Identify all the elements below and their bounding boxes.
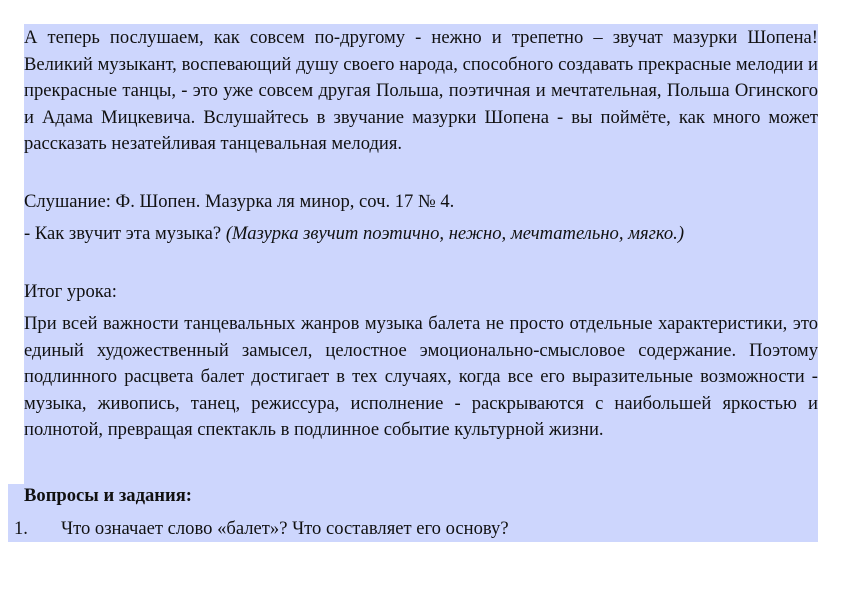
questions-heading: Вопросы и задания: xyxy=(24,485,192,506)
question-answer: (Мазурка звучит поэтично, нежно, мечтательно, мягко.) xyxy=(225,223,685,244)
list-item-number: 1. xyxy=(14,518,28,539)
question-line xyxy=(24,221,818,248)
listening-line: Слушание: Ф. Шопен. Мазурка ля минор, соч. 17 № 4. xyxy=(24,191,455,212)
intro-paragraph: А теперь послушаем, как совсем по-другому - нежно и трепетно – звучат мазурки Шопена! Великий музыкант, воспевающий душу своего народа, способного создавать прекрасные мелодии и прекрасные танцы, - это уже совсем другая Польша, поэтичная и мечтательная, Польша Огинского и Адама Мицкевича. Вслушайтесь в звучание мазурки Шопена - вы поймёте, как много может рассказать незатейливая танцевальная мелодия. xyxy=(24,27,818,154)
summary-heading: Итог урока: xyxy=(24,281,117,302)
summary-paragraph: При всей важности танцевальных жанров музыка балета не просто отдельные характеристики, это единый художественный замысел, целостное эмоционально-смысловое содержание. Поэтому подлинного расцвета балет достигает в тех случаях, когда все его выразительные возможности - музыка, живопись, танец, режиссура, исполнение - раскрываются с наибольшей яркостью и полнотой, превращая спектакль в подлинное событие культурной жизни. xyxy=(24,313,818,440)
list-item-text: Что означает слово «балет»? Что составляет его основу? xyxy=(61,518,509,539)
question-prefix: - Как звучит эта музыка? xyxy=(24,223,222,244)
